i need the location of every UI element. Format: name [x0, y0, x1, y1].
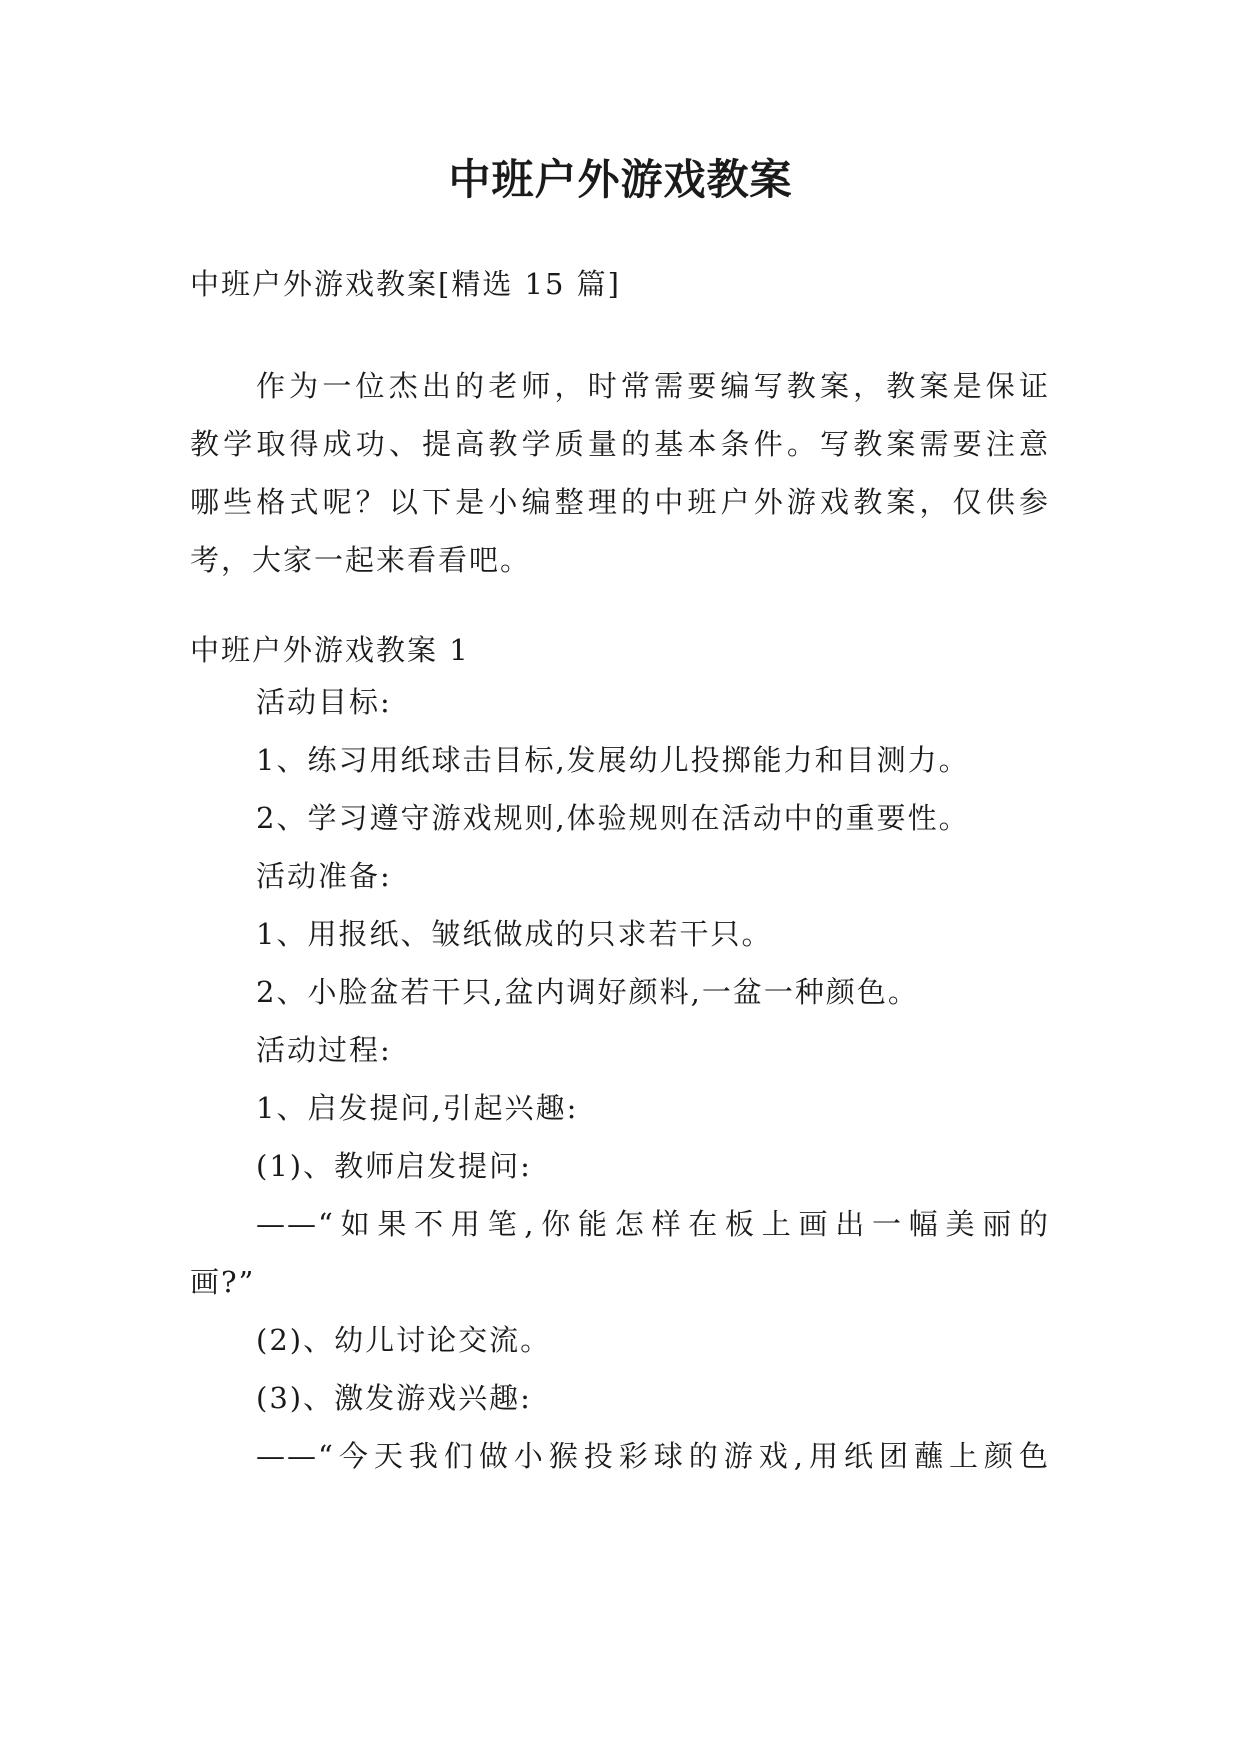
body-line-8: 1、启发提问,引起兴趣:	[256, 1091, 579, 1125]
section-heading: 中班户外游戏教案 1	[190, 633, 470, 667]
intro-line-1: 作为一位杰出的老师，时常需要编写教案，教案是保证	[256, 369, 1050, 403]
intro-line-2: 教学取得成功、提高教学质量的基本条件。写教案需要注意	[190, 427, 1050, 461]
body-line-1: 活动目标:	[256, 685, 392, 719]
body-line-4: 活动准备:	[256, 859, 392, 893]
body-line-11: 画?”	[190, 1265, 256, 1299]
body-line-14: ——“今天我们做小猴投彩球的游戏,用纸团蘸上颜色	[256, 1439, 1050, 1473]
body-line-6: 2、小脸盆若干只,盆内调好颜料,一盆一种颜色。	[256, 975, 919, 1009]
body-line-7: 活动过程:	[256, 1033, 392, 1067]
body-line-10: ——“如果不用笔,你能怎样在板上画出一幅美丽的	[256, 1207, 1050, 1241]
page-title: 中班户外游戏教案	[448, 155, 793, 204]
intro-line-4: 考，大家一起来看看吧。	[190, 543, 532, 577]
body-line-13: (3)、激发游戏兴趣:	[256, 1381, 532, 1415]
body-line-12: (2)、幼儿讨论交流。	[256, 1323, 552, 1357]
body-line-3: 2、学习遵守游戏规则,体验规则在活动中的重要性。	[256, 801, 970, 835]
body-line-2: 1、练习用纸球击目标,发展幼儿投掷能力和目测力。	[256, 743, 970, 777]
body-line-9: (1)、教师启发提问:	[256, 1149, 532, 1183]
intro-line-3: 哪些格式呢？以下是小编整理的中班户外游戏教案，仅供参	[190, 485, 1050, 519]
body-line-5: 1、用报纸、皱纸做成的只求若干只。	[256, 917, 773, 951]
document-subtitle: 中班户外游戏教案[精选 15 篇]	[190, 267, 621, 301]
